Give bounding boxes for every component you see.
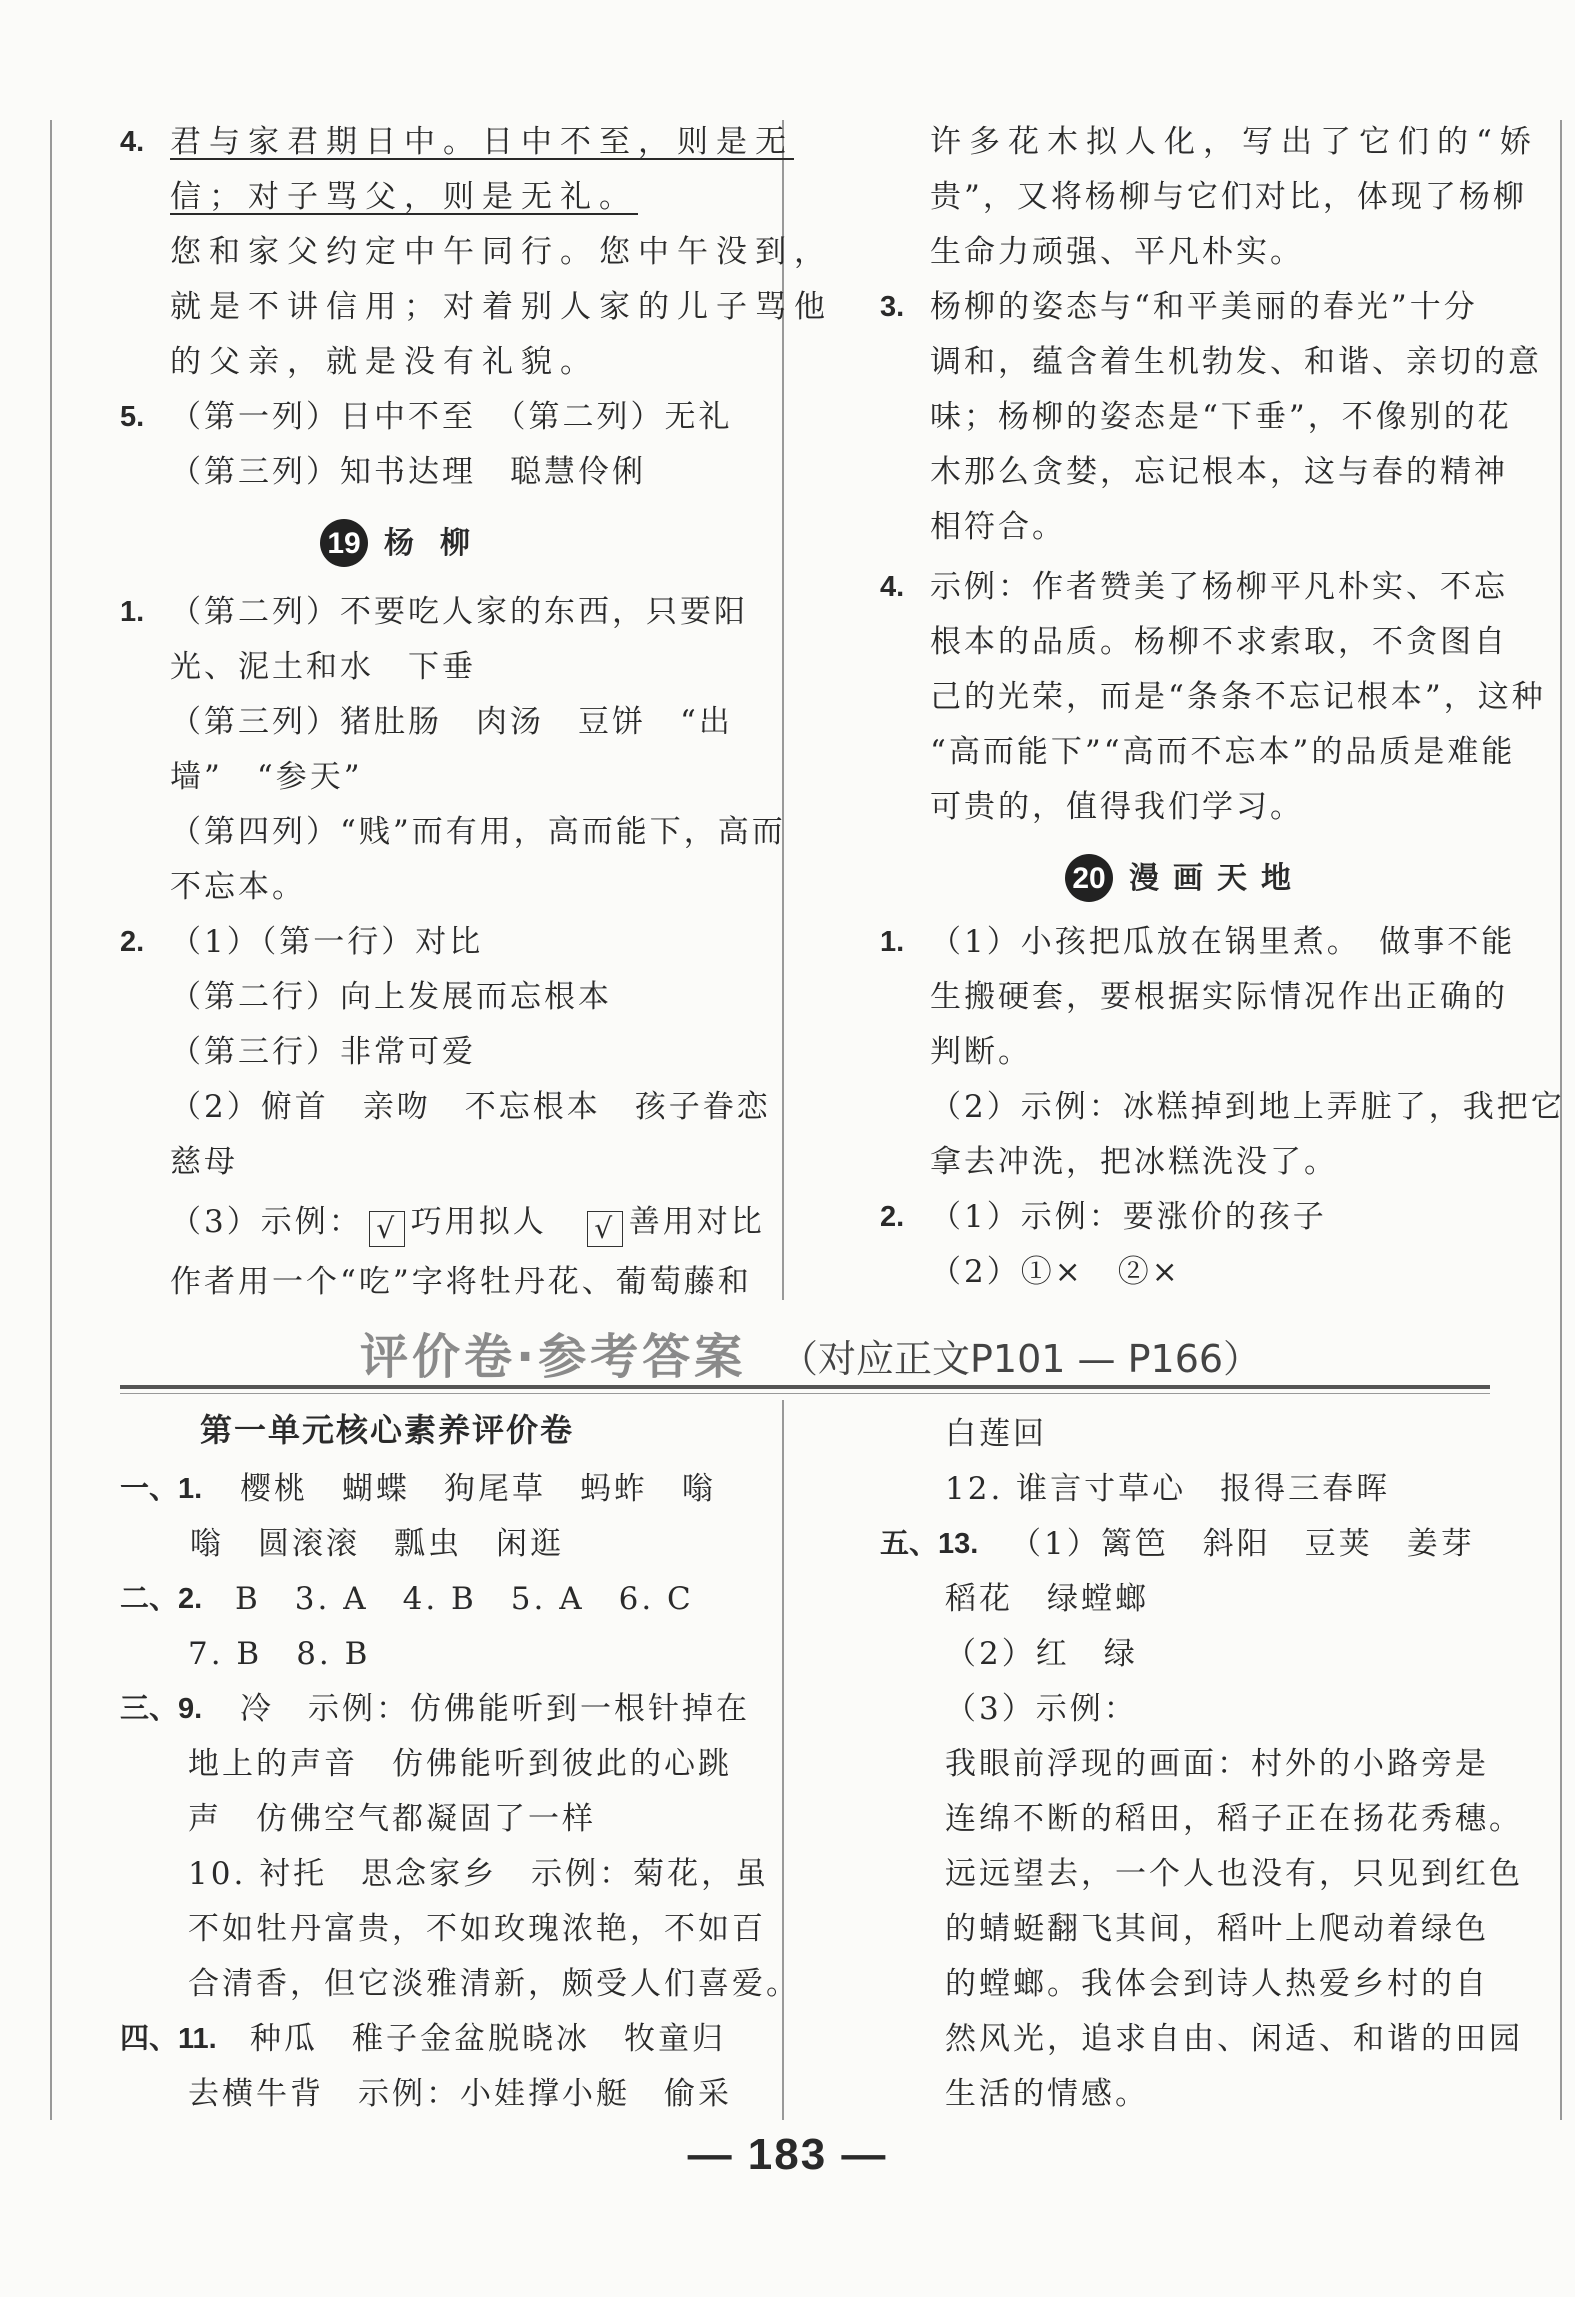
check-box-icon: √ (369, 1211, 405, 1247)
page-number: — 183 — (687, 2130, 888, 2179)
section-divider-thin (120, 1393, 1490, 1394)
left-margin-line (50, 120, 52, 2120)
q5-number: 5. (120, 401, 145, 433)
lesson-20-title (1065, 850, 1305, 906)
lesson-20-badge: 20 (1065, 854, 1113, 902)
section-header (120, 1318, 1490, 1388)
lesson-19-name: 杨柳 (384, 525, 496, 561)
lesson-20-name: 漫画天地 (1129, 860, 1305, 896)
column-divider-bottom (782, 1400, 784, 2120)
section-title: 评价卷·参考答案 (360, 1329, 747, 1385)
check-box-icon: √ (587, 1211, 623, 1247)
unit-title: 第一单元核心素养评价卷 (200, 1411, 575, 1449)
section-subtitle: （对应正文P101 — P166） (780, 1337, 1262, 1381)
lesson-19-title (320, 515, 496, 571)
section-divider (120, 1385, 1490, 1389)
q4-number: 4. (120, 126, 145, 158)
lesson-19-badge: 19 (320, 519, 368, 567)
